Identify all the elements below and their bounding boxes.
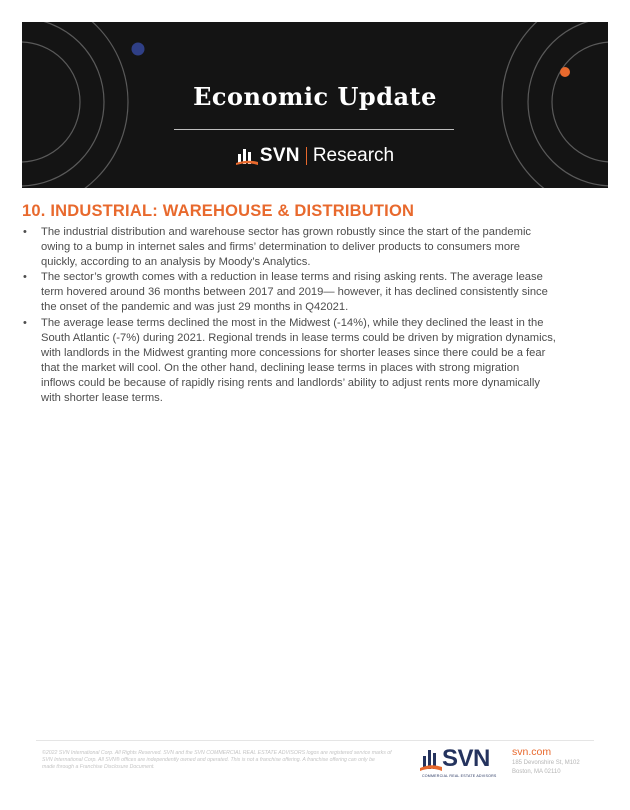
header-banner <box>22 22 608 188</box>
banner-title: Economic Update <box>193 82 437 111</box>
bullet-dot: • <box>23 271 27 284</box>
website-link[interactable]: svn.com <box>512 746 552 758</box>
address-line: Boston, MA 02110 <box>512 769 561 775</box>
svn-research-brand <box>22 145 608 167</box>
bullet-dot: • <box>23 226 27 238</box>
brand-separator <box>306 147 307 165</box>
bullet-dot: • <box>23 316 27 329</box>
banner-divider <box>174 129 454 130</box>
brand-division: Research <box>312 145 395 166</box>
footer-divider <box>36 740 594 741</box>
section-heading: 10. INDUSTRIAL: WAREHOUSE & DISTRIBUTION <box>22 202 415 220</box>
bullet-item: • The average lease terms declined the most in the Midwest (-14%), while they declined the least in the South Atlantic (-7%) during 2021. Regional trends in lease terms could be driven by migration dynamics, with landlords in the Midwest granting more concessions for shorter leases since there could be a fear that the market will cool. On the other hand, declining lease terms in places with strong migration inflows could be because of rapidly rising rents and landlords’ ability to adjust rents more dynamically with shorter lease terms. <box>23 316 556 405</box>
bullet-list <box>22 225 610 406</box>
bullet-item: • The industrial distribution and warehouse sector has grown robustly since the start of the pandemic owing to a bump in internet sales and firms’ determination to deliver products to consumers more quickly, according to an analysis by Moody’s Analytics. <box>23 226 532 269</box>
orange-dot-icon <box>560 67 570 77</box>
footer-contact <box>512 746 580 777</box>
svn-logo-icon <box>420 746 442 772</box>
svn-logo-icon <box>236 146 258 166</box>
footer-logo-tagline: COMMERCIAL REAL ESTATE ADVISORS <box>422 774 497 778</box>
brand-name: SVN <box>259 145 300 166</box>
blue-dot-icon <box>132 43 145 56</box>
address-line: 185 Devonshire St, M102 <box>512 760 580 766</box>
footer-logo-word: SVN <box>442 745 490 772</box>
bullet-item: • The sector’s growth comes with a reduction in lease terms and rising asking rents. The average lease term hovered around 36 months between 2017 and 2019— however, it has declined consistently since the onset of the pandemic and was just 29 months in Q42021. <box>23 271 548 314</box>
legal-disclaimer: ©2022 SVN International Corp. All Rights Reserved. SVN and the SVN COMMERCIAL REAL ESTATE ADVISORS logos are registered service marks of SVN International Corp. All SVN® offices are independently owned and operated. This is not a franchise offering. A franchise offering can only be made through a Franchise Disclosure Document. <box>42 750 392 770</box>
footer-svn-logo <box>420 746 504 780</box>
